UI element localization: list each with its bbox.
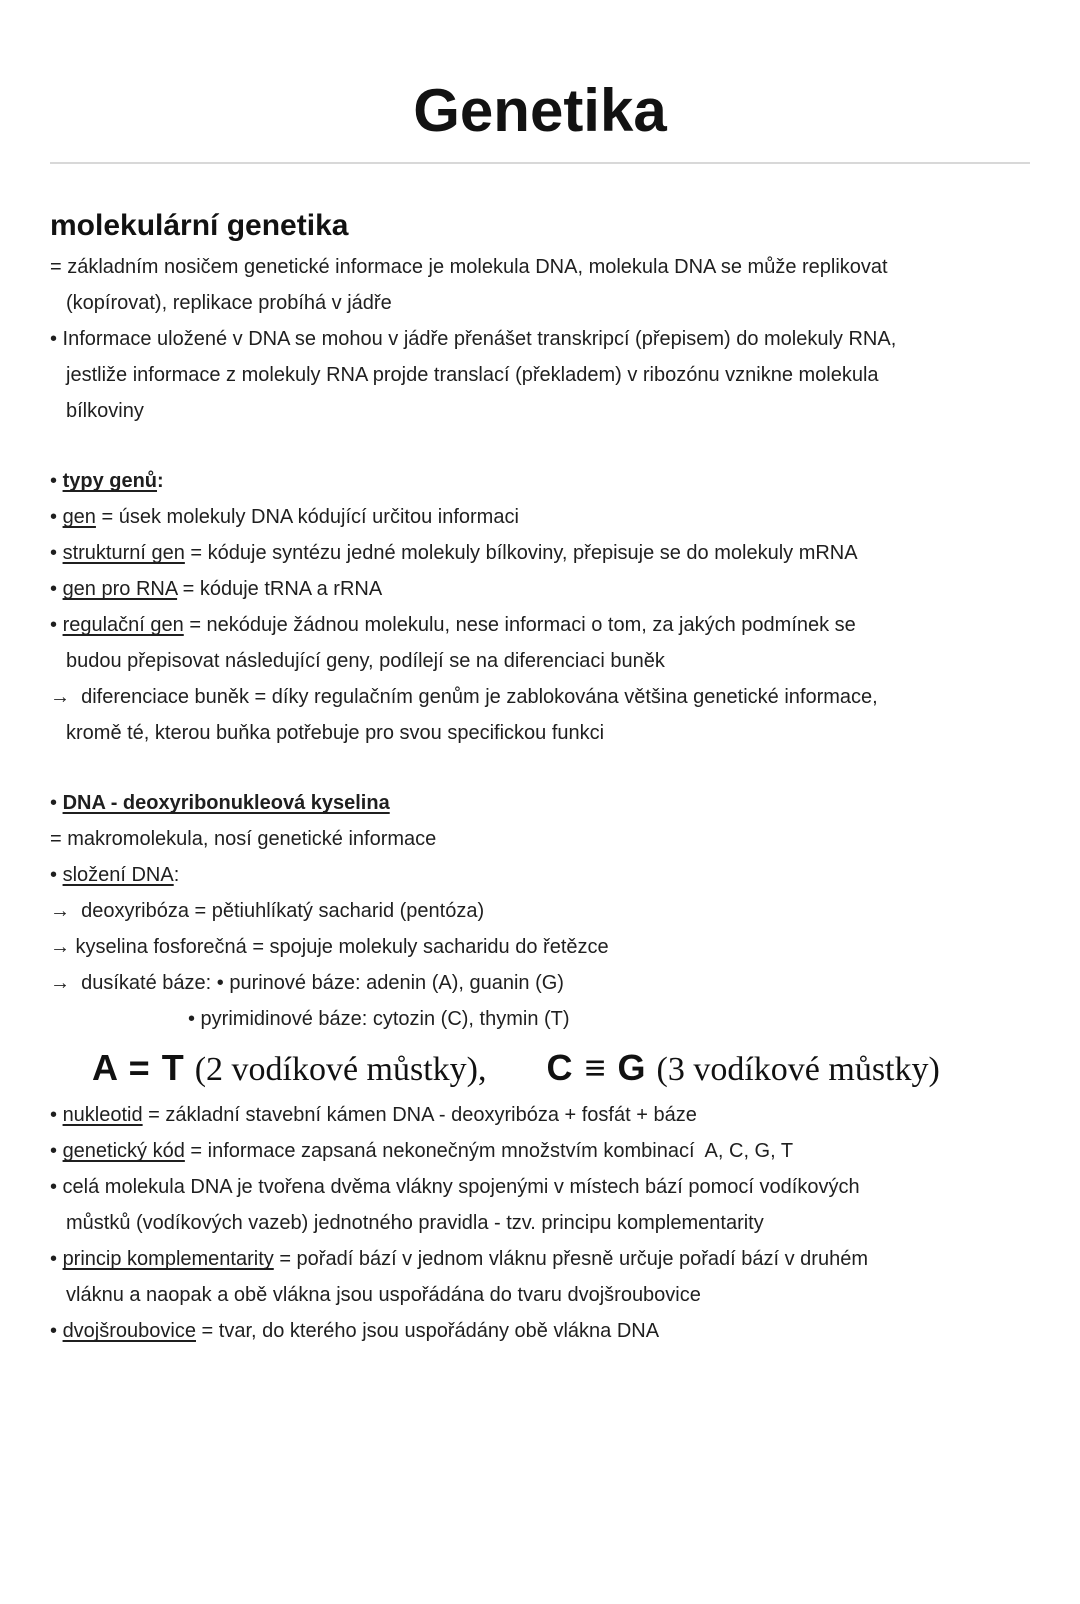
text-line — [50, 607, 1030, 643]
text-segment: = základní stavební kámen DNA - deoxyribóza + fosfát + báze — [142, 1104, 697, 1126]
text-line — [50, 1001, 1030, 1037]
text-segment: • — [50, 1248, 63, 1270]
text-segment: = pořadí bází v jednom vláknu přesně určuje pořadí bází v druhém — [273, 1248, 868, 1270]
notes-body-bottom — [50, 1097, 1030, 1349]
text-line — [50, 679, 1030, 715]
page-title: Genetika — [413, 77, 667, 144]
text-segment: kromě té, kterou buňka potřebuje pro svou specifickou funkci — [66, 722, 605, 744]
text-line — [50, 321, 1030, 357]
text-segment: • — [50, 578, 63, 600]
text-line — [50, 821, 1030, 857]
text-segment: budou přepisovat následující geny, podílejí se na diferenciaci buněk — [66, 650, 665, 672]
text-line — [50, 535, 1030, 571]
text-segment: • — [50, 470, 63, 492]
text-line — [50, 785, 1030, 821]
text-segment: můstků (vodíkových vazeb) jednotného pravidla - tzv. principu komplementarity — [66, 1212, 764, 1234]
key-term: typy genů — [62, 470, 158, 492]
text-segment: (kopírovat), replikace probíhá v jádře — [66, 292, 392, 314]
text-segment: • — [50, 792, 63, 814]
key-term: nukleotid — [62, 1104, 143, 1126]
text-line — [50, 643, 1030, 679]
text-segment: = informace zapsaná nekonečným množstvím kombinací A, C, G, T — [184, 1140, 794, 1162]
text-segment: jestliže informace z molekuly RNA projde translací (překladem) v ribozónu vznikne molekula — [66, 364, 879, 386]
text-segment: • — [50, 1320, 63, 1342]
text-segment: = tvar, do kterého jsou uspořádány obě vlákna DNA — [195, 1320, 660, 1342]
text-line — [50, 357, 1030, 393]
key-term: složení DNA — [62, 864, 174, 886]
text-segment: • Informace uložené v DNA se mohou v jádře přenášet transkripcí (přepisem) do molekuly RNA, — [50, 328, 897, 350]
section-heading: molekulární genetika — [50, 209, 349, 242]
text-line — [50, 571, 1030, 607]
text-line — [50, 1097, 1030, 1133]
cytosine-guanine-pair-group — [547, 1047, 940, 1089]
cytosine-guanine-note: (3 vodíkové můstky) — [656, 1051, 940, 1088]
text-segment: vláknu a naopak a obě vlákna jsou uspořádána do tvaru dvojšroubovice — [66, 1284, 701, 1306]
key-term: strukturní gen — [62, 542, 185, 564]
key-term: gen pro RNA — [62, 578, 178, 600]
adenine-thymine-pair-group — [92, 1047, 487, 1089]
text-segment: → dusíkaté báze: • purinové báze: adenin (A), guanin (G) — [50, 972, 564, 994]
text-line — [50, 1169, 1030, 1205]
text-segment: • — [50, 1104, 63, 1126]
text-segment: : — [173, 864, 180, 886]
text-line — [50, 857, 1030, 893]
text-segment: • — [50, 614, 63, 636]
text-line — [50, 1241, 1030, 1277]
text-segment: • — [50, 506, 63, 528]
text-line — [50, 893, 1030, 929]
text-line — [50, 965, 1030, 1001]
text-segment: • — [50, 1140, 63, 1162]
cytosine-guanine-pair: C ≡ G — [546, 1047, 647, 1088]
text-segment: = kóduje tRNA a rRNA — [177, 578, 383, 600]
text-segment: • — [50, 864, 63, 886]
title-divider — [50, 162, 1030, 164]
text-segment: : — [157, 470, 164, 492]
notes-body-top — [50, 249, 1030, 1037]
text-line — [50, 499, 1030, 535]
key-term: DNA - deoxyribonukleová kyselina — [62, 792, 390, 814]
key-term: genetický kód — [62, 1140, 185, 1162]
text-segment: • — [50, 542, 63, 564]
text-line — [50, 1205, 1030, 1241]
text-line — [50, 1277, 1030, 1313]
key-term: regulační gen — [62, 614, 184, 636]
adenine-thymine-pair: A = T — [92, 1047, 185, 1088]
key-term: dvojšroubovice — [62, 1320, 196, 1342]
text-segment: bílkoviny — [66, 400, 144, 422]
document-page — [0, 78, 1080, 1349]
text-line — [50, 715, 1030, 751]
text-segment: • celá molekula DNA je tvořena dvěma vlákny spojenými v místech bází pomocí vodíkových — [50, 1176, 860, 1198]
text-segment: = nekóduje žádnou molekulu, nese informaci o tom, za jakých podmínek se — [183, 614, 856, 636]
text-segment: • pyrimidinové báze: cytozin (C), thymin (T) — [188, 1008, 570, 1030]
text-segment: = úsek molekuly DNA kódující určitou informaci — [95, 506, 519, 528]
text-segment: = makromolekula, nosí genetické informace — [50, 828, 437, 850]
base-pairing-formula — [92, 1047, 1030, 1089]
text-line — [50, 249, 1030, 285]
key-term: princip komplementarity — [62, 1248, 274, 1270]
text-line — [50, 285, 1030, 321]
text-segment: → diferenciace buněk = díky regulačním genům je zablokována většina genetické informace, — [50, 686, 878, 708]
text-line — [50, 1313, 1030, 1349]
text-segment: = základním nosičem genetické informace je molekula DNA, molekula DNA se může replikovat — [50, 256, 888, 278]
text-segment: → kyselina fosforečná = spojuje molekuly sacharidu do řetězce — [50, 936, 609, 958]
adenine-thymine-note: (2 vodíkové můstky), — [194, 1051, 487, 1088]
text-line — [50, 1133, 1030, 1169]
text-segment: → deoxyribóza = pětiuhlíkatý sacharid (pentóza) — [50, 900, 485, 922]
text-segment: = kóduje syntézu jedné molekuly bílkoviny, přepisuje se do molekuly mRNA — [184, 542, 858, 564]
key-term: gen — [62, 506, 96, 528]
text-line — [50, 929, 1030, 965]
text-line — [50, 393, 1030, 429]
text-line — [50, 463, 1030, 499]
